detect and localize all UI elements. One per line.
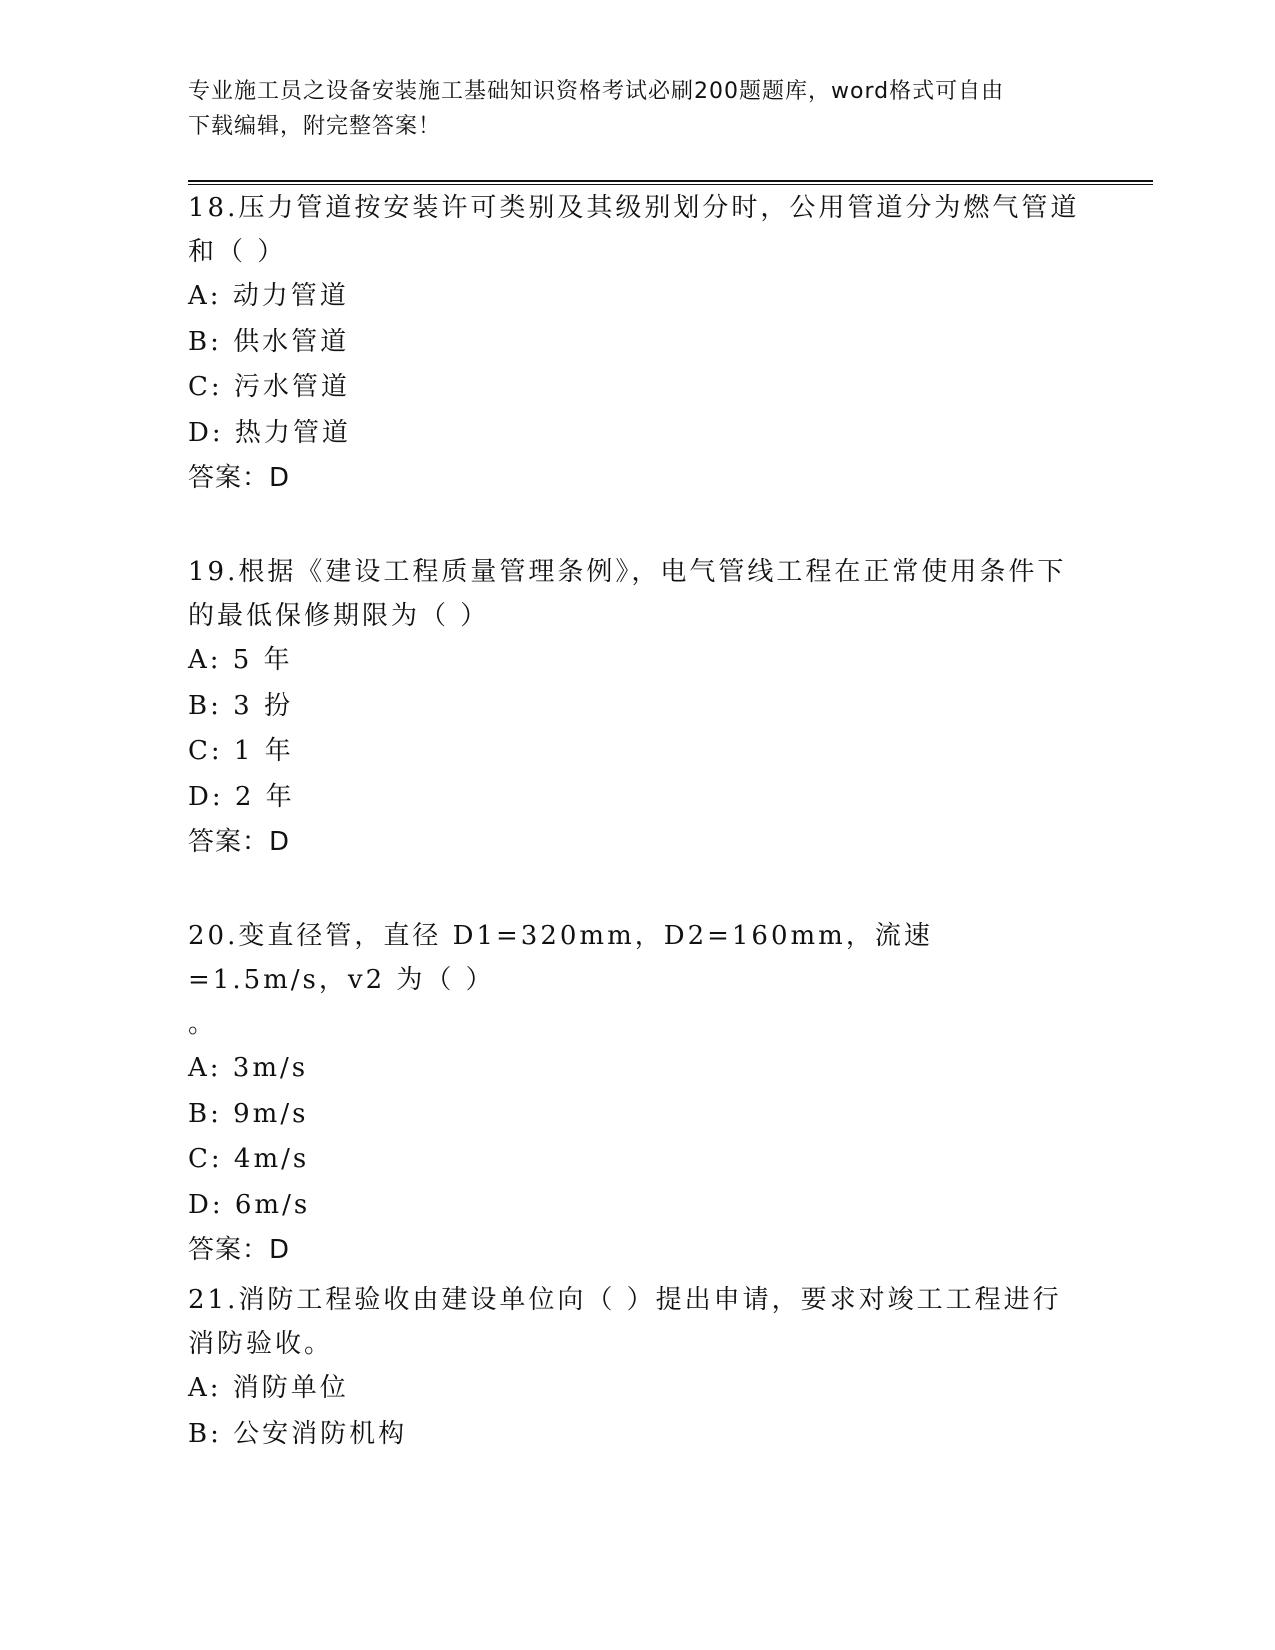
option-d: D: 6m/s — [188, 1189, 311, 1220]
header-divider-thick — [188, 180, 1153, 182]
question-stem-line-1: 18.压力管道按安装许可类别及其级别划分时，公用管道分为燃气管道 — [188, 193, 1080, 223]
question-19 — [188, 550, 1088, 866]
question-stem-line-2: 。 — [188, 1009, 218, 1039]
answer-label: 答案：D — [188, 463, 291, 493]
option-b: B: 3 扮 — [188, 690, 293, 721]
question-stem-line-2: 的最低保修期限为（ ） — [188, 601, 490, 631]
question-stem-line-2: 和（ ） — [188, 237, 287, 267]
option-a: A: 5 年 — [188, 645, 293, 675]
option-a: A: 动力管道 — [188, 281, 349, 311]
question-stem-line-1: 20.变直径管，直径 D1=320mm，D2=160mm，流速=1.5m/s，v2 为（ ） — [188, 921, 933, 995]
header-title-line-2: 下载编辑，附完整答案！ — [188, 114, 442, 139]
option-b: B: 公安消防机构 — [188, 1418, 408, 1449]
header-divider-thin — [188, 184, 1153, 185]
option-b: B: 供水管道 — [188, 326, 350, 357]
header-title-line-1: 专业施工员之设备安装施工基础知识资格考试必刷200题题库，word格式可自由 — [188, 79, 1005, 104]
question-stem-line-1: 21.消防工程验收由建设单位向（ ）提出申请，要求对竣工工程进行 — [188, 1285, 1062, 1315]
question-stem-line-1: 19.根据《建设工程质量管理条例》，电气管线工程在正常使用条件下 — [188, 557, 1067, 587]
option-a: A: 消防单位 — [188, 1373, 349, 1403]
question-stem-line-2: 消防验收。 — [188, 1329, 334, 1359]
question-21 — [188, 1278, 1088, 1457]
question-20 — [188, 914, 1088, 1274]
document-header — [188, 74, 1088, 144]
answer-label: 答案：D — [188, 1235, 291, 1265]
option-c: C: 污水管道 — [188, 372, 350, 402]
option-d: D: 热力管道 — [188, 417, 351, 448]
option-c: C: 1 年 — [188, 736, 294, 766]
option-c: C: 4m/s — [188, 1144, 310, 1174]
option-d: D: 2 年 — [188, 781, 295, 812]
option-a: A: 3m/s — [188, 1053, 309, 1083]
option-b: B: 9m/s — [188, 1098, 309, 1129]
question-18 — [188, 186, 1088, 502]
answer-label: 答案：D — [188, 827, 291, 857]
